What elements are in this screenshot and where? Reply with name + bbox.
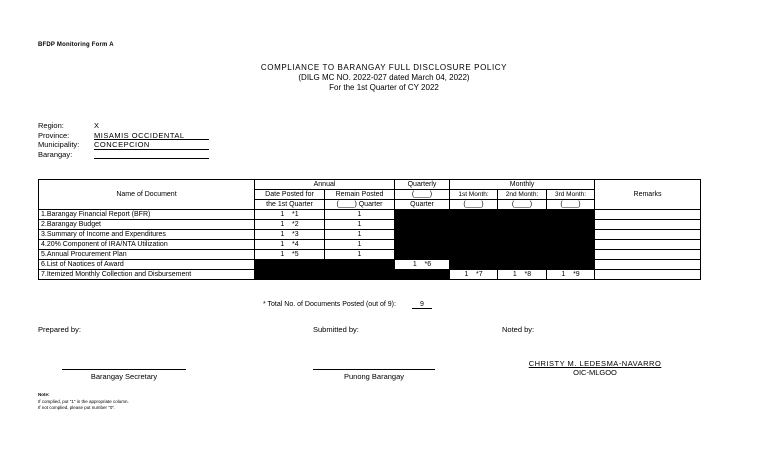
submitted-signature-line — [313, 369, 435, 370]
submitted-role: Punong Barangay — [343, 372, 405, 381]
total-value: 9 — [412, 301, 432, 309]
title-block — [0, 63, 768, 93]
blank-cell — [498, 260, 547, 270]
header-month3-blank: (____) — [547, 200, 595, 210]
header-row-1 — [39, 180, 701, 190]
document-reference: (DILG MC NO. 2022-027 dated March 04, 2022) — [298, 73, 470, 82]
footnote — [38, 392, 129, 412]
blank-cell — [255, 270, 325, 280]
table-row — [39, 230, 701, 240]
submitted-by-label: Submitted by: — [313, 325, 359, 334]
municipality-label: Municipality: — [38, 140, 80, 149]
prepared-signature-line — [62, 369, 186, 370]
blank-cell — [450, 260, 498, 270]
noted-name: CHRISTY M. LEDESMA-NAVARRO — [528, 359, 662, 368]
table-row — [39, 270, 701, 280]
header-quarter-1: (____) — [395, 190, 450, 200]
blank-cell — [498, 250, 547, 260]
disclosure-table — [38, 179, 701, 280]
remarks-cell — [595, 210, 701, 220]
remarks-cell — [595, 270, 701, 280]
noted-role: OIC-MLGOO — [573, 368, 617, 377]
blank-cell — [450, 220, 498, 230]
prepared-by-label: Prepared by: — [38, 325, 81, 334]
doc-name: 5.Annual Procurement Plan — [39, 250, 255, 260]
header-name: Name of Document — [39, 180, 255, 210]
header-month1: 1st Month: — [450, 190, 498, 200]
blank-cell — [547, 250, 595, 260]
note-line-1: If complied, put "1" in the appropriate column. — [38, 398, 129, 404]
blank-cell — [255, 260, 325, 270]
blank-cell — [547, 210, 595, 220]
blank-cell — [450, 230, 498, 240]
blank-cell — [498, 230, 547, 240]
doc-name: 3.Summary of Income and Expenditures — [39, 230, 255, 240]
header-date-posted-1: Date Posted for — [255, 190, 325, 200]
doc-name: 1.Barangay Financial Report (BFR) — [39, 210, 255, 220]
remain-posted: 1 — [325, 220, 395, 230]
total-label: * Total No. of Documents Posted (out of 9): — [263, 301, 396, 308]
blank-cell — [325, 260, 395, 270]
province-label: Province: — [38, 130, 70, 140]
province-value: MISAMIS OCCIDENTAL — [94, 131, 209, 141]
prepared-role: Barangay Secretary — [90, 372, 158, 381]
blank-cell — [450, 250, 498, 260]
region-label: Region: — [38, 121, 64, 130]
blank-cell — [498, 210, 547, 220]
quarterly-posted: 1 *6 — [395, 260, 450, 270]
header-remarks: Remarks — [595, 180, 701, 210]
note-heading: Note: — [38, 392, 50, 397]
form-label: BFDP Monitoring Form A — [38, 42, 114, 48]
blank-cell — [395, 240, 450, 250]
blank-cell — [325, 270, 395, 280]
header-remain-1: Remain Posted — [325, 190, 395, 200]
date-posted: 1 *4 — [255, 240, 325, 250]
blank-cell — [547, 260, 595, 270]
date-posted: 1 *1 — [255, 210, 325, 220]
month2-posted: 1 *8 — [498, 270, 547, 280]
barangay-row — [38, 150, 209, 160]
note-line-2: If not complied, please put number "0". — [38, 405, 116, 410]
header-annual: Annual — [255, 180, 395, 190]
blank-cell — [498, 220, 547, 230]
table-row — [39, 220, 701, 230]
remarks-cell — [595, 220, 701, 230]
remarks-cell — [595, 240, 701, 250]
location-info — [38, 121, 209, 159]
blank-cell — [547, 220, 595, 230]
blank-cell — [547, 240, 595, 250]
remain-posted: 1 — [325, 250, 395, 260]
noted-by-label: Noted by: — [502, 325, 535, 334]
remain-posted: 1 — [325, 240, 395, 250]
table-row — [39, 250, 701, 260]
barangay-label: Barangay: — [38, 149, 73, 159]
date-posted: 1 *5 — [255, 250, 325, 260]
doc-name: 4.20% Component of IRA/NTA Utilization — [39, 240, 255, 250]
header-month1-blank: (____) — [450, 200, 498, 210]
document-title: COMPLIANCE TO BARANGAY FULL DISCLOSURE POLICY — [260, 63, 508, 72]
doc-name: 6.List of Naotices of Award — [39, 260, 255, 270]
blank-cell — [498, 240, 547, 250]
blank-cell — [395, 220, 450, 230]
remarks-cell — [595, 250, 701, 260]
remarks-cell — [595, 260, 701, 270]
header-quarter-2: Quarter — [395, 200, 450, 210]
table-row — [39, 210, 701, 220]
province-row — [38, 131, 209, 141]
table-row — [39, 240, 701, 250]
blank-cell — [395, 210, 450, 220]
date-posted: 1 *3 — [255, 230, 325, 240]
total-documents — [263, 301, 432, 309]
date-posted: 1 *2 — [255, 220, 325, 230]
blank-cell — [547, 230, 595, 240]
header-month2-blank: (____) — [498, 200, 547, 210]
header-quarterly: Quarterly — [395, 180, 450, 190]
doc-name: 7.Itemized Monthly Collection and Disbursement — [39, 270, 255, 280]
header-remain-2: (____) Quarter — [325, 200, 395, 210]
header-monthly: Monthly — [450, 180, 595, 190]
municipality-value: CONCEPCION — [94, 140, 209, 150]
month3-posted: 1 *9 — [547, 270, 595, 280]
region-row — [38, 121, 209, 131]
remarks-cell — [595, 230, 701, 240]
table-row — [39, 260, 701, 270]
header-month2: 2nd Month: — [498, 190, 547, 200]
document-period: For the 1st Quarter of CY 2022 — [329, 83, 439, 92]
region-value: X — [94, 121, 100, 130]
barangay-value — [94, 150, 209, 160]
blank-cell — [395, 270, 450, 280]
doc-name: 2.Barangay Budget — [39, 220, 255, 230]
blank-cell — [395, 230, 450, 240]
municipality-row — [38, 140, 209, 150]
header-date-posted-2: the 1st Quarter — [255, 200, 325, 210]
header-month3: 3rd Month: — [547, 190, 595, 200]
month1-posted: 1 *7 — [450, 270, 498, 280]
remain-posted: 1 — [325, 210, 395, 220]
noted-by-block — [505, 359, 685, 377]
remain-posted: 1 — [325, 230, 395, 240]
blank-cell — [450, 240, 498, 250]
blank-cell — [450, 210, 498, 220]
blank-cell — [395, 250, 450, 260]
